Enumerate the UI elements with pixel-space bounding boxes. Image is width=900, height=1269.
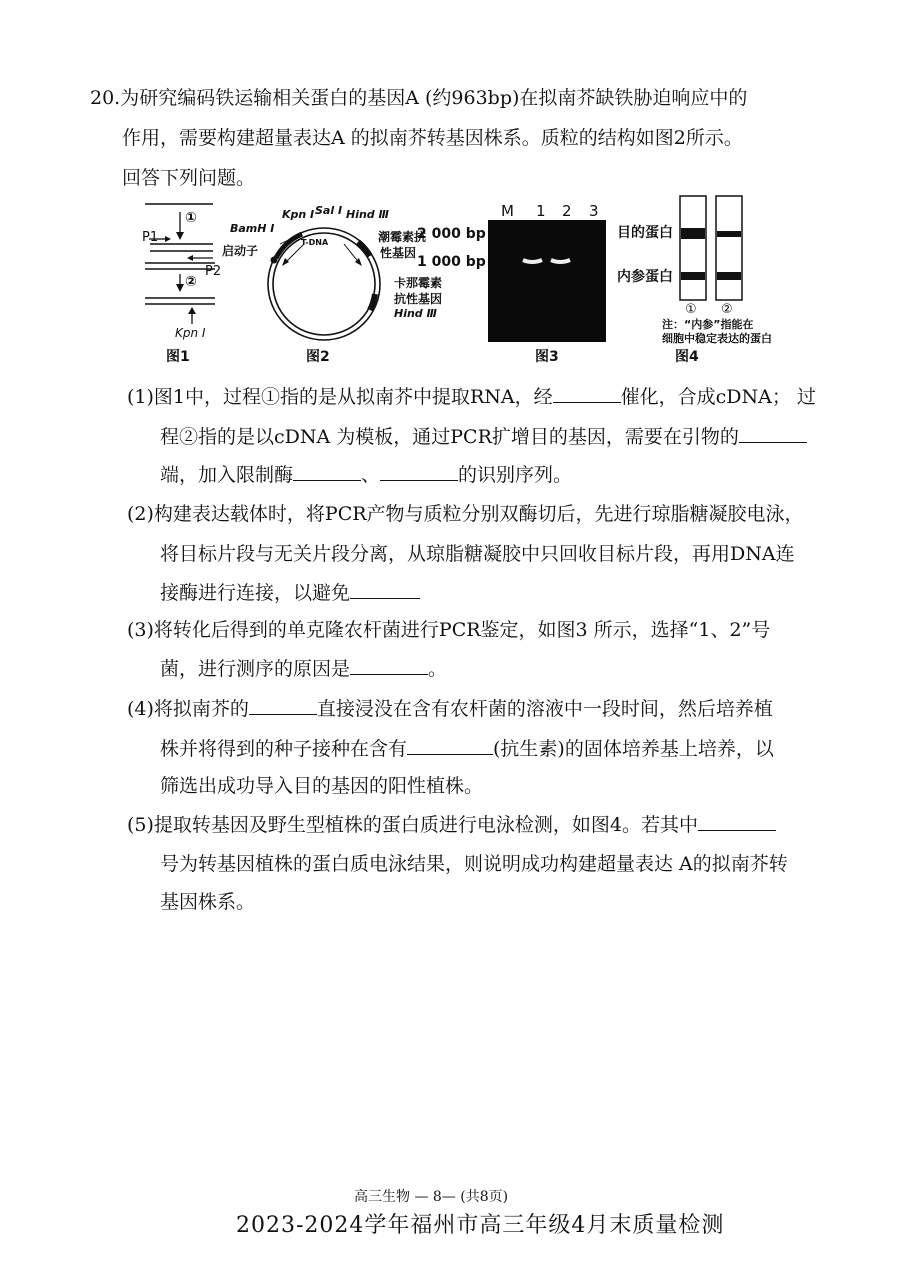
stem-text-1: 为研究编码铁运输相关蛋白的基因A (约963bp)在拟南芥缺铁胁迫响应中的 bbox=[120, 87, 748, 109]
fig2-kpn-label: Kpn Ⅰ bbox=[282, 208, 315, 221]
fig4-ref-label: 内参蛋白 bbox=[617, 269, 673, 285]
fig2-hind-bottom-label: Hind Ⅲ bbox=[394, 307, 437, 320]
fig4-target-label: 目的蛋白 bbox=[617, 225, 673, 241]
q1-line-2 bbox=[160, 424, 807, 449]
fig2-kan-label-1: 卡那霉素 bbox=[394, 276, 443, 290]
question-stem-line-1 bbox=[90, 86, 747, 110]
figure-3-gel bbox=[488, 220, 606, 342]
q3-text-c: 。 bbox=[428, 658, 448, 680]
fig4-lane-1: ① bbox=[685, 302, 697, 317]
fig3-lane-1: 1 bbox=[536, 202, 546, 220]
q2-text-c: 接酶进行连接，以避免 bbox=[160, 582, 351, 604]
q4-line-3: 筛选出成功导入目的基因的阳性植株。 bbox=[160, 775, 484, 797]
q3-text-b: 菌，进行测序的原因是 bbox=[160, 658, 351, 680]
fig1-kpn-label: Kpn Ⅰ bbox=[175, 326, 206, 340]
question-number: 20. bbox=[90, 87, 121, 109]
q4-text-d: (抗生素)的固体培养基上培养，以 bbox=[493, 738, 774, 760]
fig2-kan-label-2: 抗性基因 bbox=[394, 292, 443, 306]
fig2-hyg-label-2: 性基因 bbox=[380, 246, 417, 260]
figure-3-caption: 图3 bbox=[535, 349, 559, 365]
fig3-lane-m: M bbox=[501, 202, 514, 220]
q1-blank-1[interactable] bbox=[553, 384, 621, 403]
fig3-lane-2: 2 bbox=[562, 202, 572, 220]
q4-text-c: 株并将得到的种子接种在含有 bbox=[160, 738, 408, 760]
exam-title: 2023-2024学年福州市高三年级4月末质量检测 bbox=[236, 1213, 725, 1238]
fig4-lane-2: ② bbox=[721, 302, 733, 317]
figure-2-caption: 图2 bbox=[306, 349, 330, 365]
fig4-note-1: 注：“内参”指能在 bbox=[662, 318, 754, 331]
q5-line-2: 号为转基因植株的蛋白质电泳结果，则说明成功构建超量表达 A的拟南芥转 bbox=[160, 853, 788, 875]
fig1-step-1: ① bbox=[185, 210, 197, 226]
figure-4-caption: 图4 bbox=[675, 349, 699, 365]
q1-text-c: 程②指的是以cDNA 为模板，通过PCR扩增目的基因，需要在引物的 bbox=[160, 426, 739, 448]
q4-text-a: (4)将拟南芥的 bbox=[127, 698, 249, 720]
figure-4-blot bbox=[676, 194, 748, 304]
fig2-promoter-label: 启动子 bbox=[222, 244, 259, 258]
q2-blank-1[interactable] bbox=[350, 580, 420, 599]
q5-blank-1[interactable] bbox=[698, 812, 776, 831]
q4-line-1 bbox=[127, 696, 773, 721]
q3-blank-1[interactable] bbox=[350, 656, 428, 675]
fig2-tdna-label: T-DNA bbox=[301, 238, 329, 247]
q1-text-e: 、 bbox=[361, 464, 381, 486]
q1-blank-4[interactable] bbox=[380, 462, 458, 481]
q4-line-2 bbox=[160, 736, 774, 761]
q4-blank-1[interactable] bbox=[249, 696, 317, 715]
q1-text-b: 催化，合成cDNA； 过 bbox=[620, 386, 816, 408]
q5-text-a: (5)提取转基因及野生型植株的蛋白质进行电泳检测，如图4。若其中 bbox=[127, 814, 699, 836]
q2-line-3 bbox=[160, 580, 420, 605]
q5-line-1 bbox=[127, 812, 776, 837]
question-stem-line-3: 回答下列问题。 bbox=[122, 167, 256, 189]
fig3-marker-2000: 2 000 bp bbox=[417, 226, 486, 242]
fig4-note-2: 细胞中稳定表达的蛋白 bbox=[662, 332, 772, 345]
q1-blank-2[interactable] bbox=[739, 424, 807, 443]
fig1-primer-1: P1 bbox=[142, 230, 159, 245]
q4-blank-2[interactable] bbox=[407, 736, 493, 755]
question-stem-line-2: 作用，需要构建超量表达A 的拟南芥转基因株系。质粒的结构如图2所示。 bbox=[122, 127, 743, 149]
q1-text-f: 的识别序列。 bbox=[458, 464, 573, 486]
fig1-step-2: ② bbox=[185, 274, 197, 290]
fig2-bamh-label: BamH Ⅰ bbox=[230, 222, 275, 235]
q3-line-1: (3)将转化后得到的单克隆农杆菌进行PCR鉴定，如图3 所示，选择“1、2”号 bbox=[127, 619, 771, 641]
fig2-sal-label: Sal Ⅰ bbox=[315, 204, 343, 217]
q1-line-1 bbox=[127, 384, 816, 409]
fig3-marker-1000: 1 000 bp bbox=[417, 254, 486, 270]
q5-line-3: 基因株系。 bbox=[160, 891, 256, 913]
q1-text-d: 端，加入限制酶 bbox=[160, 464, 294, 486]
q3-line-2 bbox=[160, 656, 447, 681]
figure-1-caption: 图1 bbox=[166, 349, 190, 365]
q2-line-1: (2)构建表达载体时，将PCR产物与质粒分别双酶切后，先进行琼脂糖凝胶电泳， bbox=[127, 503, 804, 525]
fig2-hyg-label-1: 潮霉素抗 bbox=[378, 230, 427, 244]
fig2-hind-top-label: Hind Ⅲ bbox=[346, 208, 389, 221]
q4-text-b: 直接浸没在含有农杆菌的溶液中一段时间，然后培养植 bbox=[316, 698, 773, 720]
q1-line-3 bbox=[160, 462, 572, 487]
fig1-primer-2: P2 bbox=[205, 264, 222, 279]
q1-blank-3[interactable] bbox=[293, 462, 361, 481]
page-footer: 高三生物 — 8— (共8页) bbox=[354, 1189, 509, 1205]
fig3-lane-3: 3 bbox=[589, 202, 599, 220]
q2-line-2: 将目标片段与无关片段分离，从琼脂糖凝胶中只回收目标片段，再用DNA连 bbox=[160, 543, 795, 565]
q1-text-a: (1)图1中，过程①指的是从拟南芥中提取RNA，经 bbox=[127, 386, 553, 408]
